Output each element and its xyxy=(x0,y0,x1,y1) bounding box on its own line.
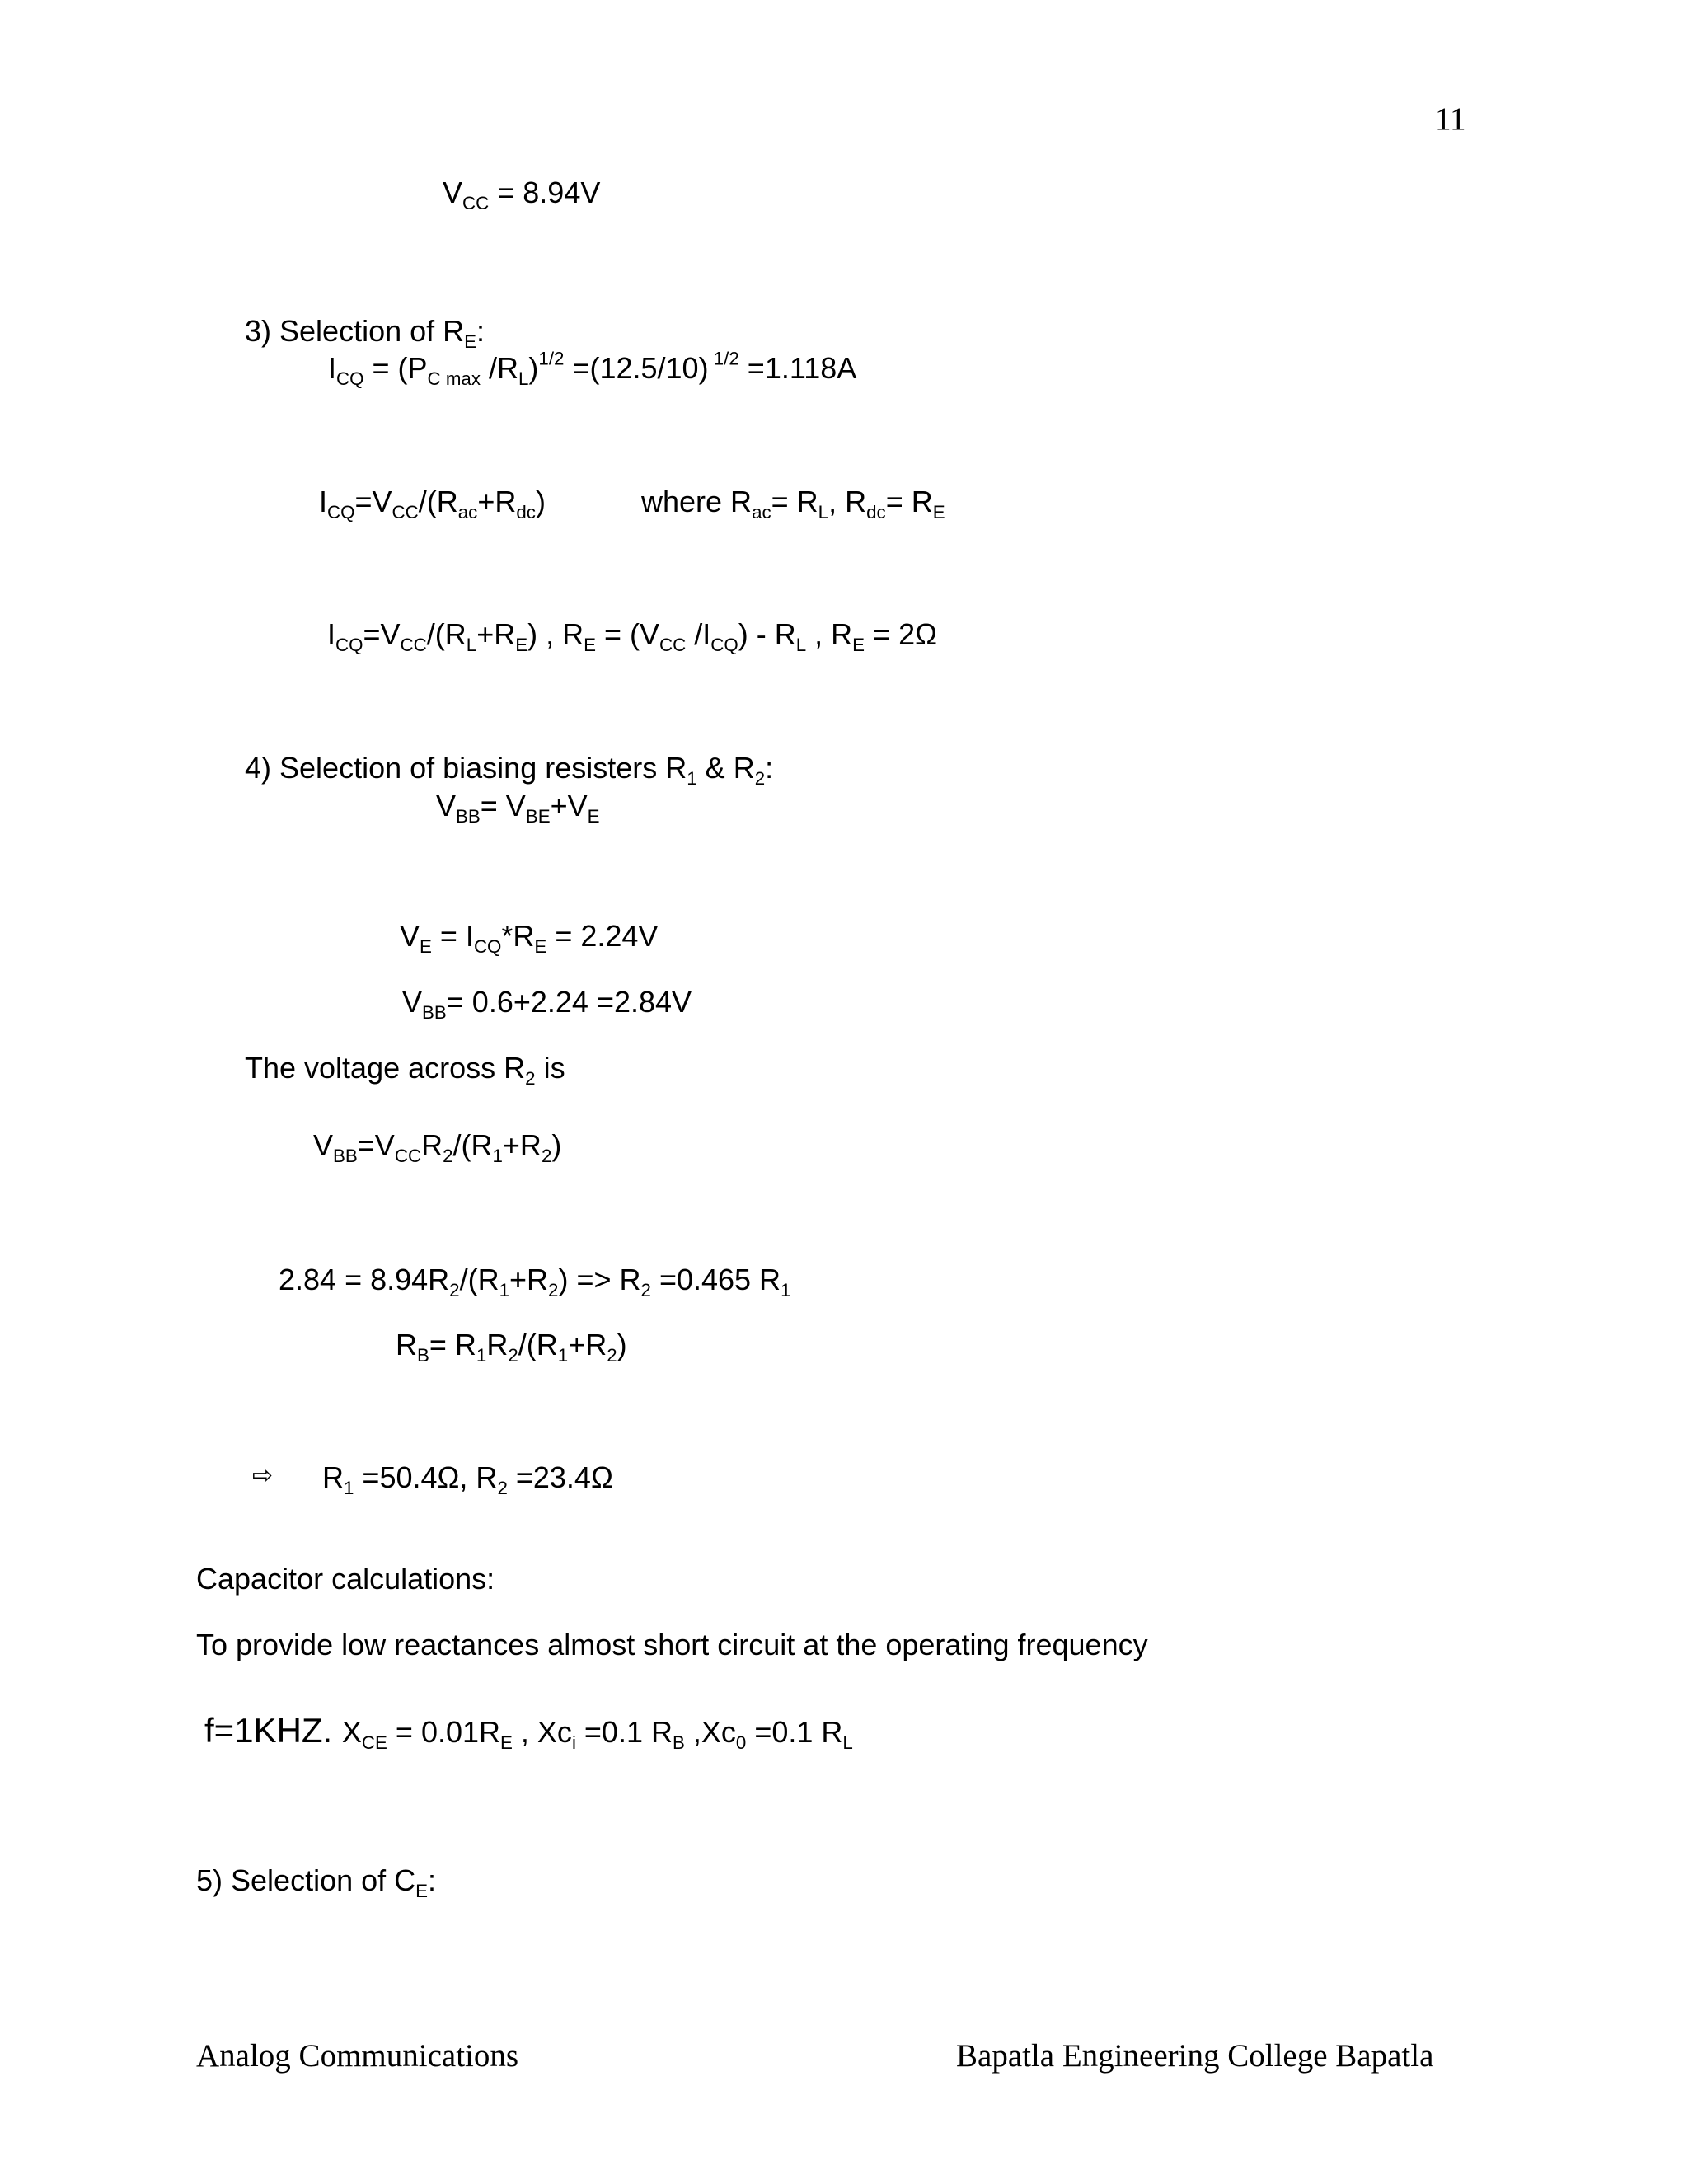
re-calculation: $I_{CQ}=V_{CC}/(R_L+R_E)$ , $R_E = (V_{CC}$ $/I_{CQ}) - R_L$ , $R_E = 2\Omega$ xyxy=(327,617,938,655)
frequency-reactance-line: f=1KHZ. $X_{CE} = 0.01R_E$ , $Xc_i =0.1$ $R_B$ $,Xc_0 =0.1$ $R_L$ xyxy=(204,1711,853,1753)
icq-rac-rdc-formula: $I_{CQ}=V_{CC}/(R_{ac}+R_{dc})$ xyxy=(319,485,546,523)
vbb-value: $V_{BB}= 0.6+2.24 =2.84V$ xyxy=(402,985,692,1023)
section-5-heading: 5) Selection of $C_E$: xyxy=(196,1863,437,1901)
where-clause: where $R_{ac}= R_L$, $R_{dc}= R_E$ xyxy=(641,485,945,523)
voltage-divider-formula: $V_{BB}=V_{CC}R_2/(R_1+R_2)$ xyxy=(313,1128,562,1166)
resistor-result: $R_1 =50.4\Omega$, $R_2 =23.4\Omega$ xyxy=(322,1460,613,1498)
rb-formula: $R_B= R_1R_2/(R_1+R_2)$ xyxy=(396,1328,627,1366)
capacitor-intro: To provide low reactances almost short circuit at the operating frequency xyxy=(196,1628,1148,1661)
footer-left: Analog Communications xyxy=(196,2038,519,2074)
vcc-value-line: $V_{CC} = 8.94V$ xyxy=(443,176,601,213)
capacitor-heading: Capacitor calculations: xyxy=(196,1562,495,1596)
ve-calculation: $V_E = I_{CQ}*R_E = 2.24V$ xyxy=(400,919,659,957)
icq-formula: $I_{CQ} = (P_{C max}$ $/R_L)^{1/2} =(12.5/10)$ $^{1/2}$ =1.118A xyxy=(328,348,857,389)
implies-arrow-icon: ⇨ xyxy=(252,1461,274,1490)
r2-ratio-calculation: $2.84 = 8.94R_2/(R_1+R_2) => R_2 =0.465$ $R_1$ xyxy=(279,1263,791,1301)
page-number: 11 xyxy=(1435,101,1466,137)
section-3-heading: 3) Selection of $R_E$: xyxy=(245,314,485,352)
vbb-equation: $V_{BB}= V_{BE}+V_E$ xyxy=(436,789,600,827)
section-4-heading: 4) Selection of biasing resisters $R_1$ & $R_2$: xyxy=(245,751,774,789)
voltage-across-r2: The voltage across $R_2$ is xyxy=(245,1051,565,1089)
footer-right: Bapatla Engineering College Bapatla xyxy=(956,2038,1434,2074)
